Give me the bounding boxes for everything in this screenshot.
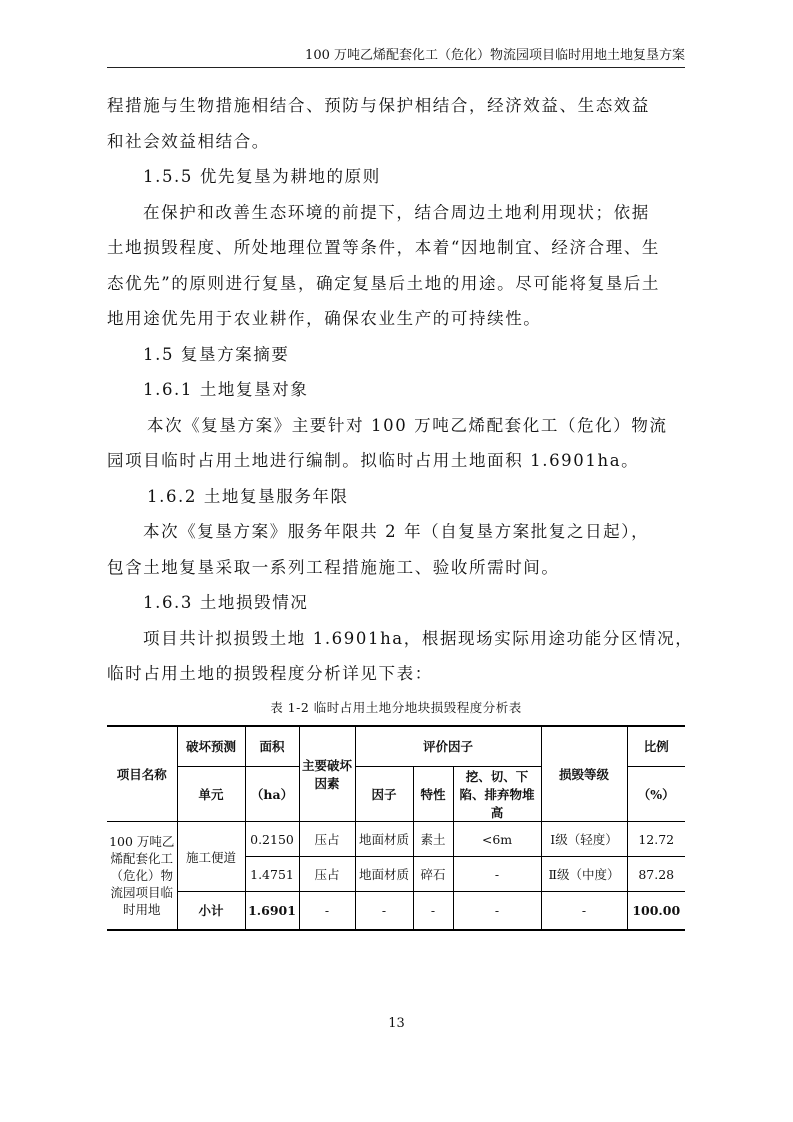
- section-heading-1-6-3: 1.6.3 土地损毁情况: [143, 593, 309, 612]
- header-project-name: 项目名称: [107, 726, 177, 822]
- paragraph-line: 本次《复垦方案》主要针对 100 万吨乙烯配套化工（危化）物流: [147, 415, 668, 435]
- eval-factor-cell: 地面材质: [355, 857, 413, 892]
- subtotal-ratio: 100.00: [627, 892, 685, 930]
- paragraph-line: 和社会效益相结合。: [107, 131, 270, 151]
- paragraph-line: 本次《复垦方案》服务年限共 2 年（自复垦方案批复之日起），: [143, 522, 650, 541]
- section-heading-1-5: 1.5 复垦方案摘要: [143, 344, 290, 364]
- paragraph-line: 程措施与生物措施相结合、预防与保护相结合，经济效益、生态效益: [107, 96, 650, 115]
- header-percent: （%）: [627, 767, 685, 822]
- header-eval-factor: 评价因子: [355, 726, 541, 767]
- ratio-cell: 87.28: [627, 857, 685, 892]
- eval-factor-cell: 地面材质: [355, 822, 413, 857]
- unit-cell: 施工便道: [177, 822, 245, 892]
- area-cell: 1.4751: [245, 857, 299, 892]
- section-heading-1-5-5: 1.5.5 优先复垦为耕地的原则: [143, 167, 381, 186]
- section-heading-1-6-2: 1.6.2 土地复垦服务年限: [147, 486, 349, 506]
- ratio-cell: 12.72: [627, 822, 685, 857]
- paragraph-line: 临时占用土地的损毁程度分析详见下表：: [107, 664, 433, 683]
- header-dig-fill: 挖、切、下陷、排弃物堆高: [453, 767, 541, 822]
- paragraph-line: 地用途优先用于农业耕作，确保农业生产的可持续性。: [107, 309, 542, 328]
- grade-cell: Ⅱ级（中度）: [541, 857, 627, 892]
- damage-analysis-table: [107, 725, 685, 931]
- header-ratio: 比例: [627, 726, 685, 767]
- table-caption: 表 1-2 临时占用土地分地块损毁程度分析表: [270, 699, 522, 715]
- subtotal-row: [107, 892, 685, 930]
- factor-cell: 压占: [299, 857, 355, 892]
- header-factor: 因子: [355, 767, 413, 822]
- area-cell: 0.2150: [245, 822, 299, 857]
- subtotal-grade: -: [541, 892, 627, 930]
- factor-cell: 压占: [299, 822, 355, 857]
- header-damage-forecast: 破坏预测: [177, 726, 245, 767]
- paragraph-line: 包含土地复垦采取一系列工程措施施工、验收所需时间。: [107, 557, 560, 577]
- table-row: [107, 822, 685, 857]
- paragraph-line: 园项目临时占用土地进行编制。拟临时占用土地面积 1.6901ha。: [107, 451, 640, 470]
- subtotal-area: 1.6901: [245, 892, 299, 930]
- project-name-cell: 100 万吨乙烯配套化工（危化）物流园项目临时用地: [107, 822, 177, 930]
- paragraph-line: 在保护和改善生态环境的前提下，结合周边土地利用现状；依据: [143, 202, 650, 222]
- property-cell: 碎石: [413, 857, 453, 892]
- header-area: 面积: [245, 726, 299, 767]
- dig-cell: <6m: [453, 822, 541, 857]
- body-text: [107, 88, 694, 931]
- subtotal-eval-factor: -: [355, 892, 413, 930]
- section-heading-1-6-1: 1.6.1 土地复垦对象: [143, 380, 309, 399]
- header-main-factor: 主要破坏因素: [299, 726, 355, 822]
- subtotal-dig: -: [453, 892, 541, 930]
- grade-cell: Ⅰ级（轻度）: [541, 822, 627, 857]
- page-number: 13: [388, 1016, 405, 1031]
- header-damage-grade: 损毁等级: [541, 726, 627, 822]
- header-unit: 单元: [177, 767, 245, 822]
- paragraph-line: 项目共计拟损毁土地 1.6901ha，根据现场实际用途功能分区情况，: [143, 628, 694, 648]
- header-property: 特性: [413, 767, 453, 822]
- paragraph-line: 土地损毁程度、所处地理位置等条件，本着“因地制宜、经济合理、生: [107, 238, 661, 257]
- dig-cell: -: [453, 857, 541, 892]
- property-cell: 素土: [413, 822, 453, 857]
- paragraph-line: 态优先”的原则进行复垦，确定复垦后土地的用途。尽可能将复垦后土: [107, 273, 661, 293]
- running-header: 100 万吨乙烯配套化工（危化）物流园项目临时用地土地复垦方案: [107, 44, 685, 68]
- subtotal-factor: -: [299, 892, 355, 930]
- subtotal-label: 小计: [177, 892, 245, 930]
- header-ha: （ha）: [245, 767, 299, 822]
- subtotal-property: -: [413, 892, 453, 930]
